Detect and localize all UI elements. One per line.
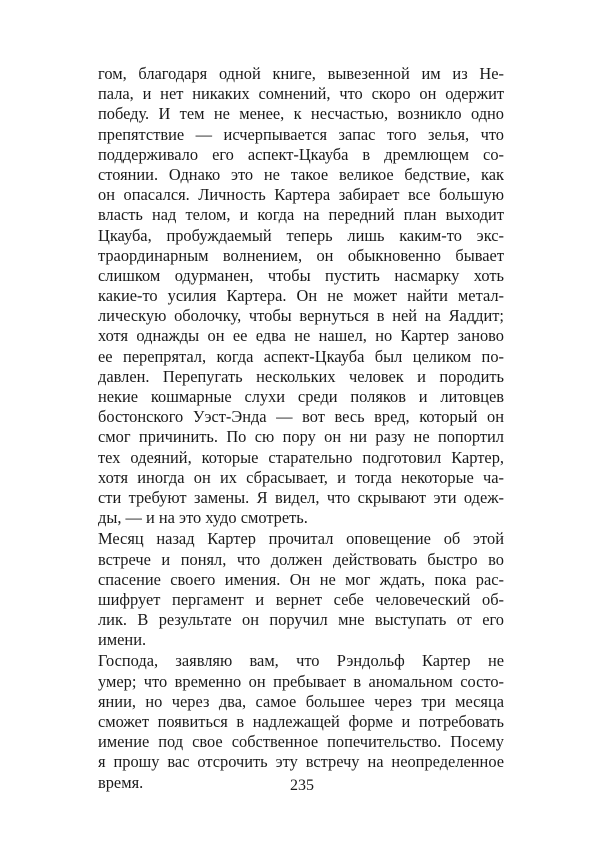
- text-line: стоянии. Однако это не такое великое бедствие, как: [98, 164, 504, 184]
- text-line: какие-то усилия Картера. Он не может найти метал-: [98, 286, 504, 306]
- paragraph-1: [98, 64, 504, 528]
- text-line: власть над телом, и когда на передний план выходит: [98, 205, 504, 225]
- text-line: лическую оболочку, чтобы вернуться в ней на Яаддит;: [98, 306, 504, 326]
- text-line: давлен. Перепугать нескольких человек и породить: [98, 366, 504, 386]
- text-line: тех одеяний, которые старательно подготовил Картер,: [98, 447, 504, 467]
- text-line: янии, но через два, самое большее через три месяца: [98, 691, 504, 711]
- text-line: умер; что временно он пребывает в аномальном состо-: [98, 671, 504, 691]
- text-line: шифрует пергамент и вернет себе человеческий об-: [98, 589, 504, 609]
- text-line: препятствие — исчерпывается запас того зелья, что: [98, 124, 504, 144]
- paragraph-3: [98, 651, 504, 792]
- text-line: сможет появиться в надлежащей форме и потребовать: [98, 712, 504, 731]
- text-line: сти требуют замены. Я видел, что скрывают эти одеж-: [98, 487, 504, 507]
- text-line: поддерживало его аспект-Цкауба в дремлющем со-: [98, 144, 504, 164]
- text-line: Цкауба, пробуждаемый теперь лишь каким-то экс-: [98, 225, 504, 245]
- text-line: победу. И тем не менее, к несчастью, возникло одно: [98, 104, 504, 124]
- page-number: 235: [290, 777, 314, 794]
- text-line: я прошу вас отсрочить эту встречу на неопределенное: [98, 752, 504, 772]
- text-line: слишком одурманен, чтобы пустить насмарку хоть: [98, 265, 504, 285]
- text-line: некие кошмарные слухи среди поляков и литовцев: [98, 387, 504, 406]
- text-line: Господа, заявляю вам, что Рэндольф Картер не: [98, 651, 504, 671]
- text-line: встрече и понял, что должен действовать быстро во: [98, 549, 504, 569]
- text-line: хотя иногда он их сбрасывает, и тогда некоторые ча-: [98, 467, 504, 487]
- page-body: [98, 64, 504, 793]
- text-line: лик. В результате он поручил мне выступать от его: [98, 610, 504, 630]
- text-line: имени.: [98, 630, 147, 650]
- text-line: спасение своего имения. Он не мог ждать, пока рас-: [98, 569, 504, 589]
- text-line: смог причинить. По сю пору он ни разу не попортил: [98, 427, 504, 447]
- text-line: время.: [98, 772, 144, 792]
- text-line: пала, и нет никаких сомнений, что скоро он одержит: [98, 84, 504, 104]
- text-line: хотя однажды он ее едва не нашел, но Картер заново: [98, 326, 504, 346]
- text-line: траординарным волнением, он обыкновенно бывает: [98, 245, 504, 265]
- text-line: бостонского Уэст-Энда — вот весь вред, который он: [98, 407, 504, 427]
- text-line: Месяц назад Картер прочитал оповещение об этой: [98, 529, 504, 549]
- text-line: имение под свое собственное попечительство. Посему: [98, 732, 504, 752]
- text-line: ды, — и на это худо смотреть.: [98, 508, 308, 528]
- text-line: он опасался. Личность Картера забирает все большую: [98, 185, 504, 205]
- text-line: гом, благодаря одной книге, вывезенной им из Не-: [98, 64, 504, 83]
- paragraph-2: [98, 529, 504, 650]
- text-line: ее перепрятал, когда аспект-Цкауба был целиком по-: [98, 346, 504, 366]
